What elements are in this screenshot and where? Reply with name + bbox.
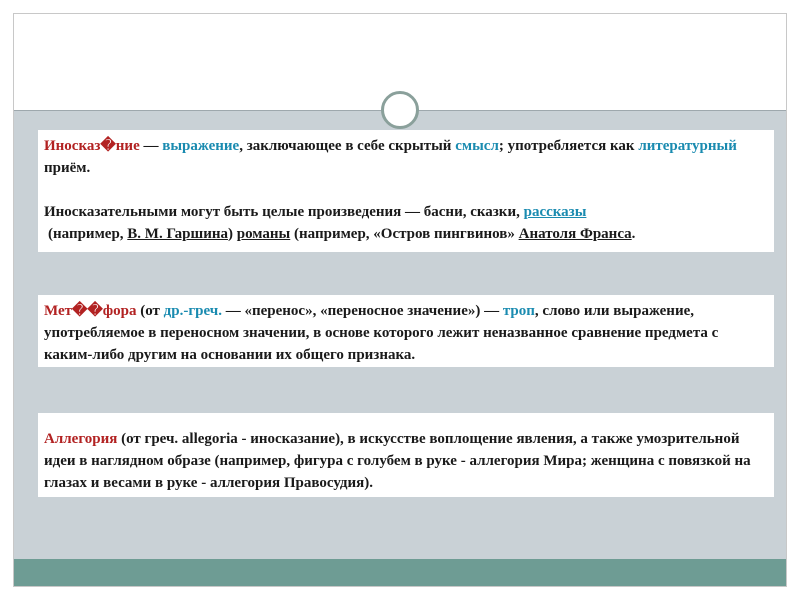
term-title: Мет��фора [44,303,137,319]
keyword-link[interactable]: др.-греч. [163,303,222,319]
circle-ornament-icon [381,91,419,129]
definition-box-allegory-general [38,130,774,252]
keyword-link[interactable]: выражение [162,138,240,154]
stories-link[interactable]: рассказы [523,204,587,220]
text: — «перенос», «переносное значение») — [221,303,503,319]
examples-paragraph [44,201,768,245]
definition-paragraph [44,428,768,494]
text: Иносказательными могут быть целые произведения — басни, сказки, [44,204,524,220]
text: ) [227,226,237,242]
text: ; употребляется как [498,138,639,154]
text: , заключающее в себе скрытый [239,138,456,154]
text: . [631,226,636,242]
novels-link[interactable]: романы [236,226,291,242]
term-title: Иносказ�ние [44,138,140,154]
definition-paragraph [44,300,768,366]
text: — [139,138,163,154]
text: (от [136,303,164,319]
garshin-link[interactable]: В. М. Гаршина [127,226,228,242]
text: , слово или выражение, употребляемое в переносном значении, в основе которого лежит неназванное сравнение предмета с каким-либо другим на основании их общего признака. [44,303,719,363]
anatole-france-link[interactable]: Анатоля Франса [518,226,632,242]
definition-paragraph [44,135,768,179]
term-title: Аллегория [44,431,118,447]
text: (например, «Остров пингвинов» [290,226,519,242]
keyword-link[interactable]: литературный [638,138,737,154]
definition-box-metaphor [38,295,774,367]
text: (от греч. allegoria - иносказание), в искусстве воплощение явления, а также умозрительной идеи в наглядном образе (например, фигура с голубем в руке - аллегория Мира; женщина с повязкой на глазах и весами в руке - аллегория Правосудия). [44,431,751,491]
definition-box-allegoria [38,413,774,497]
keyword-link[interactable]: смысл [455,138,499,154]
keyword-link[interactable]: троп [502,303,535,319]
text: приём. [44,160,91,176]
text: (например, [48,226,128,242]
footer-band [14,559,786,586]
